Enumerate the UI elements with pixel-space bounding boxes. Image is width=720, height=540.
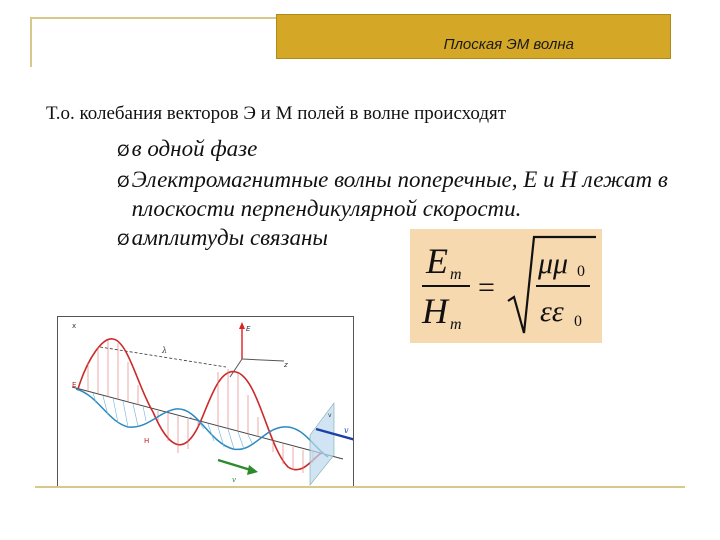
formula-lhs-denominator-sub: m: [450, 316, 462, 333]
triad-z-axis: [242, 359, 284, 361]
formula-box: [410, 229, 602, 343]
formula-rhs-numerator: μμ: [538, 247, 569, 280]
wavelength-label: λ: [162, 346, 168, 355]
em-wave-illustration: [57, 316, 354, 488]
triad-label-E: E: [246, 325, 251, 333]
bullet-item-amplitudes: [117, 223, 697, 254]
velocity-label: v: [344, 426, 349, 435]
bullet-marker-icon: Ø: [117, 141, 130, 160]
frame-left-line: [30, 17, 32, 67]
title-banner: [276, 14, 671, 59]
triad-label-z: z: [284, 361, 288, 369]
label-vector-H: H: [144, 437, 150, 445]
formula-equals: =: [478, 271, 495, 304]
formula-lhs-numerator: E: [426, 241, 448, 281]
arrowhead-icon: [247, 465, 258, 475]
bullet-item-phase: [117, 134, 697, 165]
bullet-text: в одной фазе: [131, 136, 258, 161]
formula-svg: [410, 229, 602, 343]
formula-rhs-numerator-sub: 0: [577, 263, 585, 280]
formula-rhs-denominator-sub: 0: [574, 313, 582, 330]
propagation-axis: [72, 387, 343, 459]
plane-label-upper: v: [328, 412, 332, 419]
bullet-text: амплитуды связаны: [131, 225, 328, 250]
slide-title: Плоская ЭМ волна: [443, 36, 574, 53]
intro-text: Т.о. колебания векторов Э и М полей в волне происходят: [46, 103, 507, 124]
arrowhead-icon: [239, 322, 245, 329]
em-wave-svg: [58, 317, 353, 487]
formula-lhs-numerator-sub: m: [450, 266, 462, 283]
bullet-list: [117, 134, 697, 254]
magnetic-field-wave: [76, 389, 328, 457]
bullet-marker-icon: Ø: [117, 172, 130, 191]
footer-line: [35, 486, 685, 488]
bullet-text: Электромагнитные волны поперечные, E и H лежат в плоскости перпендикулярной скорости.: [131, 167, 668, 221]
bullet-marker-icon: Ø: [117, 230, 130, 249]
H-wave-curve: [76, 389, 328, 457]
formula-rhs-denominator: εε: [540, 295, 564, 328]
frame-top-line: [30, 17, 276, 19]
bullet-item-transverse: [117, 165, 697, 223]
formula-lhs-denominator: H: [422, 291, 448, 331]
axis-label-x-top: x: [72, 322, 77, 330]
label-vector-E: E: [72, 381, 77, 389]
E-wave-curve: [78, 339, 323, 470]
green-arrow-label: v: [232, 476, 236, 484]
